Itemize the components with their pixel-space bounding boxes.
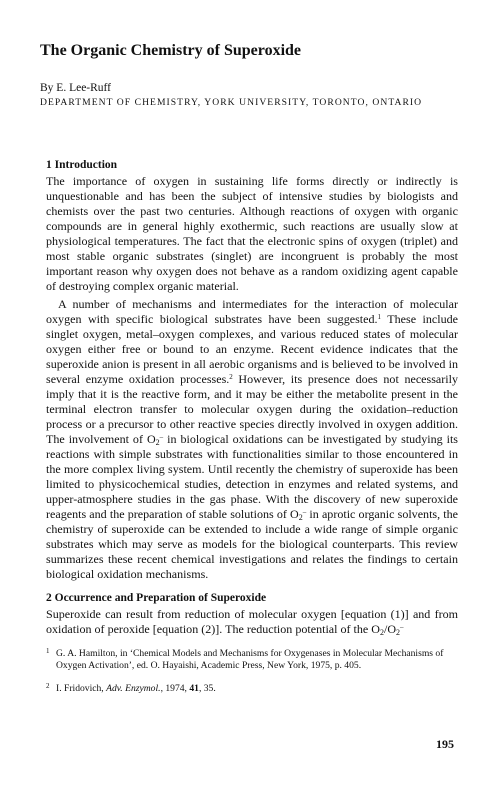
chem-superscript: – [159, 433, 164, 441]
chem-superscript: – [400, 623, 404, 631]
page-number: 195 [436, 737, 454, 751]
footnote-1: 1 G. A. Hamilton, in ‘Chemical Models and Mechanisms for Oxygenases in Molecular Mechanisms of Oxygen Activation’, ed. O. Hayaishi, Academic Press, New York, 1975, p. 405. [46, 647, 444, 671]
footnote-text: G. A. Hamilton, in ‘Chemical Models and Mechanisms for Oxygenases in Molecular Mechanisms of Oxygen Activation’, ed. O. Hayaishi, Academic Press, New York, 1975, p. 405. [56, 648, 444, 671]
paragraph-text: in aprotic organic solvents, the chemistry of superoxide can be extended to include a wide range of simple organic substrates which may serve as models for the biological counterparts. This review summarizes these recent chemical investigations and relates the findings to certain biological oxidation mechanisms. [46, 507, 459, 581]
paragraph-text: A number of mechanisms and intermediates for the interaction of molecular oxygen with specific biological substrates have been suggested. [46, 297, 458, 326]
chem-subscript: 2 [298, 513, 303, 522]
introduction-paragraph-2 [46, 297, 458, 582]
paragraph-text: These include singlet oxygen, metal–oxygen complexes, and various reduced states of molecular oxygen either free or bound to an enzyme. Recent evidence indicates that the superoxide anion is present in all aerobic organisms and is believed to be involved in several enzyme oxidation processes. [46, 312, 458, 386]
article-title: The Organic Chemistry of Superoxide [40, 42, 302, 59]
section-heading-introduction: 1 Introduction [46, 159, 118, 171]
footnote-volume: 41 [189, 683, 199, 694]
footnote-journal: Adv. Enzymol. [106, 683, 161, 694]
chem-subscript: 2 [396, 628, 401, 637]
footnote-text: I. Fridovich, [56, 683, 107, 694]
footnote-text: , 35. [198, 683, 216, 694]
paragraph-text: in biological oxidations can be investigated by studying its reactions with simple substrates with functionalities similar to those encountered in the more complex living system. Until recently the chemistry of superoxide has been limited to physicochemical studies, detection in enzymes and related systems, and upper-atmosphere studies in the gas phase. With the discovery of new superoxide reagents and the preparation of stable solutions of O [46, 432, 458, 521]
author-byline: By E. Lee-Ruff [40, 82, 112, 94]
chem-subscript: 2 [155, 438, 160, 447]
occurrence-paragraph-1 [46, 607, 458, 637]
introduction-paragraph-1: The importance of oxygen in sustaining life forms directly or indirectly is unquestionable and has been the subject of intensive studies by biologists and chemists over the past two centuries. Although reactions of oxygen with organic compounds are in general highly exothermic, such reactions are usually slow at physiological temperatures. The fact that the electronic spins of oxygen (triplet) and most stable organic substrates (singlet) are incongruent is probably the most important reason why oxygen does not behave as a random oxidizing agent capable of destroying complex organic material. [46, 174, 458, 293]
chem-superscript: – [302, 508, 307, 516]
paragraph-text: Superoxide can result from reduction of molecular oxygen [equation (1)] and from oxidation of peroxide [equation (2)]. The reduction potential of the O [46, 607, 458, 636]
paragraph-text: /O [383, 622, 397, 636]
footnote-divider [46, 643, 458, 644]
chem-subscript: 2 [379, 628, 384, 637]
reference-mark[interactable]: 2 [229, 373, 233, 381]
footnote-2: 2 I. Fridovich, Adv. Enzymol., 1974, 41, 35. [46, 682, 216, 694]
reference-mark[interactable]: 1 [377, 313, 381, 321]
section-heading-occurrence: 2 Occurrence and Preparation of Superoxide [46, 592, 267, 604]
author-affiliation: DEPARTMENT OF CHEMISTRY, YORK UNIVERSITY, TORONTO, ONTARIO [40, 97, 423, 108]
paragraph-text: However, its presence does not necessarily imply that it is the reactive form, and it may be either the metabolite present in the terminal electron transfer to molecular oxygen during the oxidation–reduction process or a precursor to other reactive species directly involved in oxygen addition. The involvement of O [46, 372, 458, 446]
footnote-text: , 1974, [160, 683, 190, 694]
